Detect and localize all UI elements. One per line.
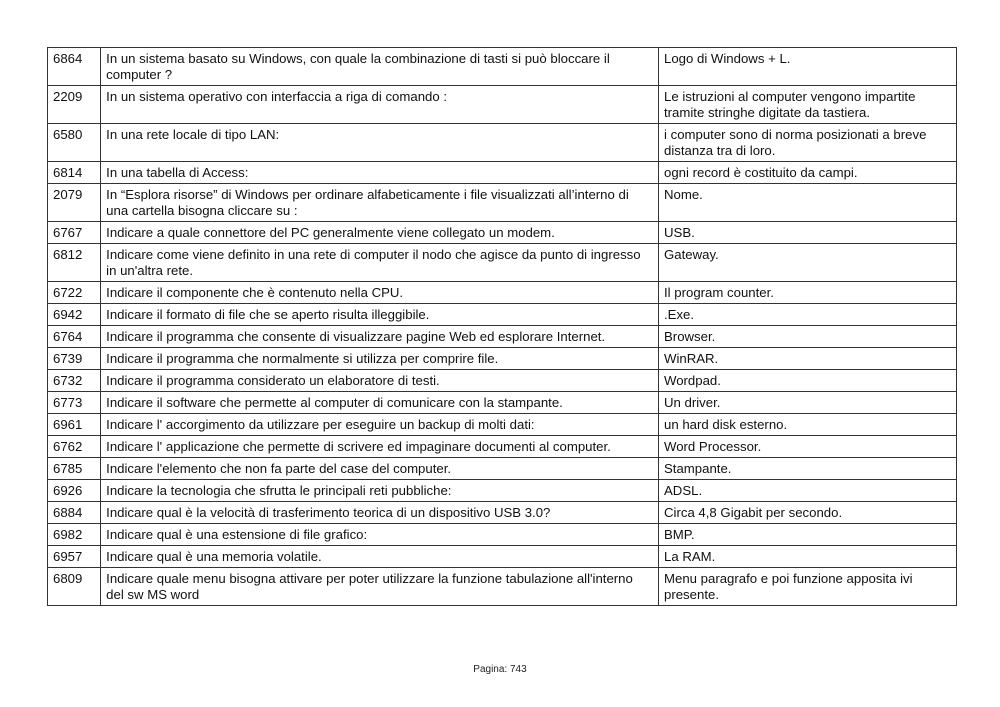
question-id-cell: 6957 <box>48 546 101 568</box>
table-row <box>48 304 957 326</box>
table-row <box>48 348 957 370</box>
question-text-cell: Indicare l' accorgimento da utilizzare per eseguire un backup di molti dati: <box>101 414 659 436</box>
table-row <box>48 458 957 480</box>
question-text-cell: Indicare la tecnologia che sfrutta le principali reti pubbliche: <box>101 480 659 502</box>
question-id-cell: 6864 <box>48 48 101 86</box>
answer-text-cell: Circa 4,8 Gigabit per secondo. <box>659 502 957 524</box>
question-id-cell: 2079 <box>48 184 101 222</box>
answer-text-cell: Nome. <box>659 184 957 222</box>
question-text-cell: Indicare a quale connettore del PC generalmente viene collegato un modem. <box>101 222 659 244</box>
question-id-cell: 6739 <box>48 348 101 370</box>
table-row <box>48 124 957 162</box>
question-text-cell: Indicare il programma che normalmente si utilizza per comprire file. <box>101 348 659 370</box>
question-text-cell: Indicare il componente che è contenuto nella CPU. <box>101 282 659 304</box>
question-id-cell: 6722 <box>48 282 101 304</box>
question-id-cell: 6762 <box>48 436 101 458</box>
table-row <box>48 370 957 392</box>
question-id-cell: 6926 <box>48 480 101 502</box>
table-row <box>48 244 957 282</box>
answer-text-cell: .Exe. <box>659 304 957 326</box>
answer-text-cell: Un driver. <box>659 392 957 414</box>
answer-text-cell: ogni record è costituito da campi. <box>659 162 957 184</box>
question-text-cell: Indicare qual è la velocità di trasferimento teorica di un dispositivo USB 3.0? <box>101 502 659 524</box>
question-table-body <box>48 48 957 606</box>
table-row <box>48 436 957 458</box>
question-id-cell: 6961 <box>48 414 101 436</box>
page-number: Pagina: 743 <box>473 664 527 675</box>
table-row <box>48 480 957 502</box>
table-row <box>48 86 957 124</box>
table-row <box>48 568 957 606</box>
question-table <box>47 47 957 606</box>
question-text-cell: Indicare l'elemento che non fa parte del case del computer. <box>101 458 659 480</box>
answer-text-cell: La RAM. <box>659 546 957 568</box>
table-row <box>48 326 957 348</box>
answer-text-cell: Word Processor. <box>659 436 957 458</box>
answer-text-cell: Logo di Windows + L. <box>659 48 957 86</box>
question-id-cell: 6767 <box>48 222 101 244</box>
answer-text-cell: i computer sono di norma posizionati a breve distanza tra di loro. <box>659 124 957 162</box>
answer-text-cell: un hard disk esterno. <box>659 414 957 436</box>
question-id-cell: 6785 <box>48 458 101 480</box>
answer-text-cell: Browser. <box>659 326 957 348</box>
question-id-cell: 2209 <box>48 86 101 124</box>
table-row <box>48 184 957 222</box>
answer-text-cell: Le istruzioni al computer vengono impartite tramite stringhe digitate da tastiera. <box>659 86 957 124</box>
answer-text-cell: USB. <box>659 222 957 244</box>
answer-text-cell: WinRAR. <box>659 348 957 370</box>
question-id-cell: 6773 <box>48 392 101 414</box>
question-id-cell: 6982 <box>48 524 101 546</box>
question-id-cell: 6580 <box>48 124 101 162</box>
answer-text-cell: Wordpad. <box>659 370 957 392</box>
answer-text-cell: Gateway. <box>659 244 957 282</box>
table-row <box>48 546 957 568</box>
table-row <box>48 524 957 546</box>
question-text-cell: Indicare qual è una memoria volatile. <box>101 546 659 568</box>
table-row <box>48 502 957 524</box>
answer-text-cell: BMP. <box>659 524 957 546</box>
table-row <box>48 222 957 244</box>
question-id-cell: 6942 <box>48 304 101 326</box>
table-row <box>48 414 957 436</box>
answer-text-cell: Il program counter. <box>659 282 957 304</box>
question-text-cell: In un sistema basato su Windows, con quale la combinazione di tasti si può bloccare il computer ? <box>101 48 659 86</box>
table-row <box>48 392 957 414</box>
question-text-cell: Indicare l' applicazione che permette di scrivere ed impaginare documenti al computer. <box>101 436 659 458</box>
question-id-cell: 6809 <box>48 568 101 606</box>
question-id-cell: 6884 <box>48 502 101 524</box>
question-id-cell: 6764 <box>48 326 101 348</box>
question-text-cell: Indicare il software che permette al computer di comunicare con la stampante. <box>101 392 659 414</box>
question-text-cell: Indicare come viene definito in una rete di computer il nodo che agisce da punto di ingresso in un'altra rete. <box>101 244 659 282</box>
question-text-cell: Indicare qual è una estensione di file grafico: <box>101 524 659 546</box>
question-text-cell: Indicare il formato di file che se aperto risulta illeggibile. <box>101 304 659 326</box>
question-text-cell: In una tabella di Access: <box>101 162 659 184</box>
table-row <box>48 282 957 304</box>
question-text-cell: In “Esplora risorse” di Windows per ordinare alfabeticamente i file visualizzati all’interno di una cartella bisogna cliccare su : <box>101 184 659 222</box>
question-text-cell: Indicare il programma che consente di visualizzare pagine Web ed esplorare Internet. <box>101 326 659 348</box>
question-id-cell: 6732 <box>48 370 101 392</box>
answer-text-cell: Menu paragrafo e poi funzione apposita ivi presente. <box>659 568 957 606</box>
question-id-cell: 6814 <box>48 162 101 184</box>
table-row <box>48 48 957 86</box>
answer-text-cell: Stampante. <box>659 458 957 480</box>
question-text-cell: Indicare il programma considerato un elaboratore di testi. <box>101 370 659 392</box>
answer-text-cell: ADSL. <box>659 480 957 502</box>
question-id-cell: 6812 <box>48 244 101 282</box>
question-text-cell: Indicare quale menu bisogna attivare per poter utilizzare la funzione tabulazione all'interno del sw MS word <box>101 568 659 606</box>
question-text-cell: In una rete locale di tipo LAN: <box>101 124 659 162</box>
table-row <box>48 162 957 184</box>
question-text-cell: In un sistema operativo con interfaccia a riga di comando : <box>101 86 659 124</box>
